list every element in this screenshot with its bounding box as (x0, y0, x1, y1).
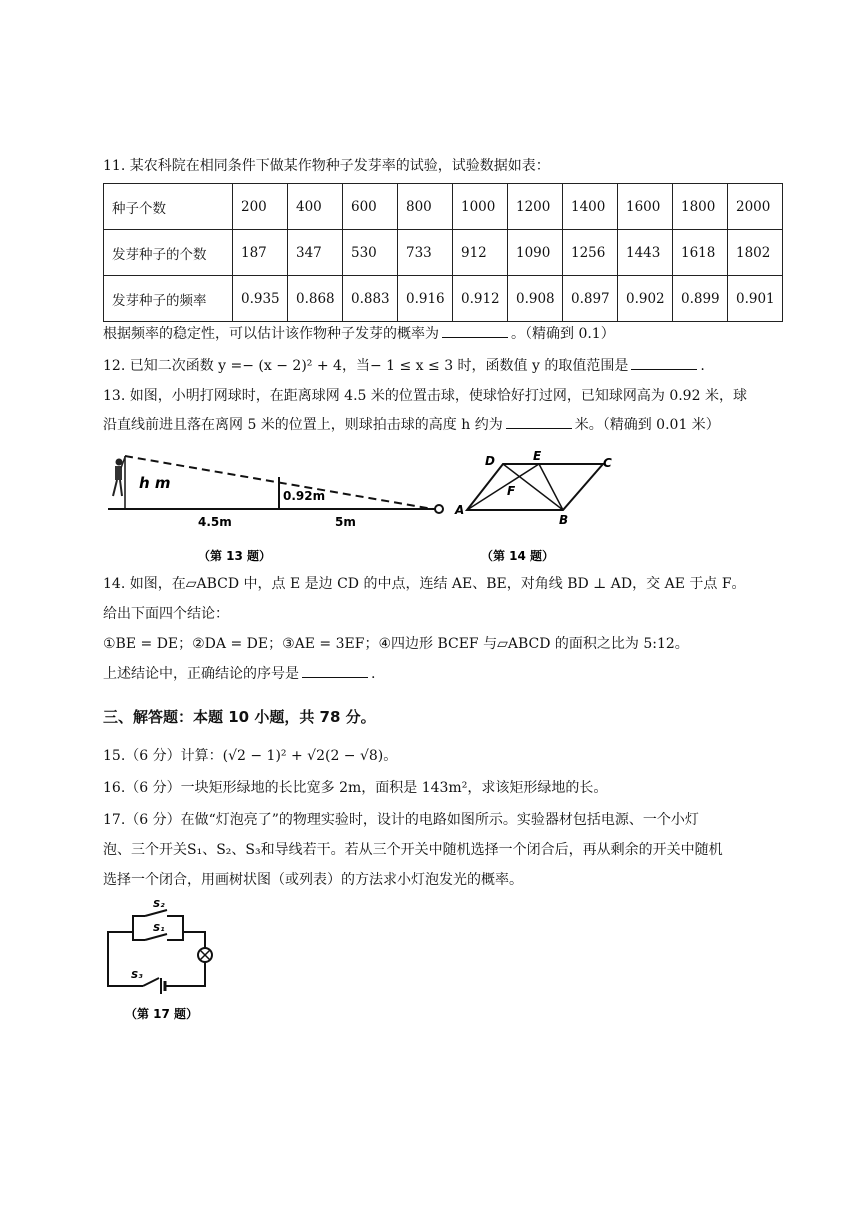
q17-line1: 17.（6 分）在做“灯泡亮了”的物理实验时，设计的电路如图所示。实验器材包括电源、一个小灯 (103, 812, 699, 828)
q13-text: 沿直线前进且落在离网 5 米的位置上，则球拍击球的高度 h 约为 (103, 417, 503, 433)
table-cell: 0.912 (453, 276, 508, 322)
table-cell: 0.868 (288, 276, 343, 322)
player-icon (113, 457, 125, 496)
switch-s3 (143, 978, 159, 986)
figure-17-caption: （第 17 题） (125, 1007, 199, 1021)
table-row (104, 230, 783, 276)
section-heading: 三、解答题：本题 10 小题，共 78 分。 (103, 708, 376, 726)
row-header: 种子个数 (104, 184, 233, 230)
q11-conclusion-text: 根据频率的稳定性，可以估计该作物种子发芽的概率为 (103, 326, 439, 342)
table-cell: 1618 (673, 230, 728, 276)
table-cell: 530 (343, 230, 398, 276)
label-d: D (485, 454, 495, 468)
wire-right-bottom (165, 962, 205, 986)
table-cell: 347 (288, 230, 343, 276)
distance-label-2: 5m (335, 515, 356, 529)
table-cell: 1400 (563, 184, 618, 230)
label-a: A (455, 503, 465, 517)
wire-right-top (183, 932, 205, 948)
table-cell: 0.916 (398, 276, 453, 322)
q14-end: . (371, 666, 376, 682)
table-cell: 0.908 (508, 276, 563, 322)
table-row (104, 184, 783, 230)
table-cell: 733 (398, 230, 453, 276)
q17-line3: 选择一个闭合，用画树状图（或列表）的方法求小灯泡发光的概率。 (103, 872, 523, 888)
germination-table (103, 183, 783, 322)
figure-13-caption: （第 13 题） (198, 549, 272, 563)
answer-blank-14[interactable] (302, 665, 368, 678)
table-cell: 1800 (673, 184, 728, 230)
parallelogram-abcd (467, 464, 603, 510)
distance-label-1: 4.5m (198, 515, 232, 529)
switch-s2 (145, 910, 167, 916)
table-cell: 200 (233, 184, 288, 230)
label-e: E (533, 449, 542, 463)
figure-14-caption: （第 14 题） (481, 549, 555, 563)
q11-precision: 。（精确到 0.1） (511, 326, 615, 342)
segment-be (539, 464, 563, 510)
answer-blank-13[interactable] (506, 416, 572, 429)
ball-icon (435, 505, 443, 513)
label-s3: S₃ (131, 970, 143, 981)
label-f: F (507, 484, 516, 498)
answer-blank-12[interactable] (631, 357, 697, 370)
row-header: 发芽种子的个数 (104, 230, 233, 276)
q14-prompt: 上述结论中，正确结论的序号是 (103, 666, 299, 682)
segment-ae (467, 464, 539, 510)
table-cell: 0.935 (233, 276, 288, 322)
table-cell: 2000 (728, 184, 783, 230)
q12-text: 12. 已知二次函数 y =− (x − 2)² + 4，当− 1 ≤ x ≤ 3 时，函数值 y 的取值范围是 (103, 358, 629, 374)
label-s1: S₁ (153, 923, 165, 934)
switch-s1 (145, 934, 167, 940)
h-label: h m (139, 474, 171, 492)
table-cell: 1090 (508, 230, 563, 276)
table-cell: 187 (233, 230, 288, 276)
table-cell: 0.901 (728, 276, 783, 322)
table-row (104, 276, 783, 322)
table-cell: 1200 (508, 184, 563, 230)
table-cell: 1600 (618, 184, 673, 230)
q17-line2: 泡、三个开关S₁、S₂、S₃和导线若干。若从三个开关中随机选择一个闭合后，再从剩余的开关中随机 (103, 842, 723, 858)
table-cell: 1256 (563, 230, 618, 276)
net-height-label: 0.92m (283, 489, 326, 503)
label-c: C (603, 456, 612, 470)
label-s2: S₂ (153, 899, 165, 910)
q14-line1: 14. 如图，在▱ABCD 中，点 E 是边 CD 的中点，连结 AE、BE，对角线 BD ⊥ AD，交 AE 于点 F。 (103, 576, 746, 592)
figure-13 (103, 446, 453, 566)
label-b: B (559, 513, 569, 527)
q14-line3: ①BE = DE；②DA = DE；③AE = 3EF；④四边形 BCEF 与▱ABCD 的面积之比为 5:12。 (103, 636, 689, 652)
q14-line2: 给出下面四个结论： (103, 606, 229, 622)
row-header: 发芽种子的频率 (104, 276, 233, 322)
table-cell: 1443 (618, 230, 673, 276)
q12-end: . (700, 358, 705, 374)
q13-line2 (103, 415, 720, 435)
table-cell: 400 (288, 184, 343, 230)
q12 (103, 356, 705, 376)
q15: 15.（6 分）计算：(√2 − 1)² + √2(2 − √8)。 (103, 748, 398, 764)
table-cell: 600 (343, 184, 398, 230)
table-cell: 0.883 (343, 276, 398, 322)
q14-line4 (103, 664, 375, 684)
q16: 16.（6 分）一块矩形绿地的长比宽多 2m，面积是 143m²，求该矩形绿地的长。 (103, 780, 608, 796)
q13-unit: 米。（精确到 0.01 米） (574, 417, 720, 433)
q11-intro: 11. 某农科院在相同条件下做某作物种子发芽率的试验，试验数据如表： (103, 158, 550, 174)
table-cell: 912 (453, 230, 508, 276)
q13-line1: 13. 如图，小明打网球时，在距离球网 4.5 米的位置击球，使球恰好打过网，已知球网高为 0.92 米，球 (103, 388, 747, 404)
table-cell: 0.899 (673, 276, 728, 322)
table-cell: 800 (398, 184, 453, 230)
table-cell: 0.897 (563, 276, 618, 322)
q11-conclusion (103, 324, 615, 344)
figure-17-circuit (103, 896, 223, 1026)
answer-blank-11[interactable] (442, 325, 508, 338)
table-cell: 1000 (453, 184, 508, 230)
table-cell: 1802 (728, 230, 783, 276)
figure-14 (453, 448, 623, 566)
table-cell: 0.902 (618, 276, 673, 322)
